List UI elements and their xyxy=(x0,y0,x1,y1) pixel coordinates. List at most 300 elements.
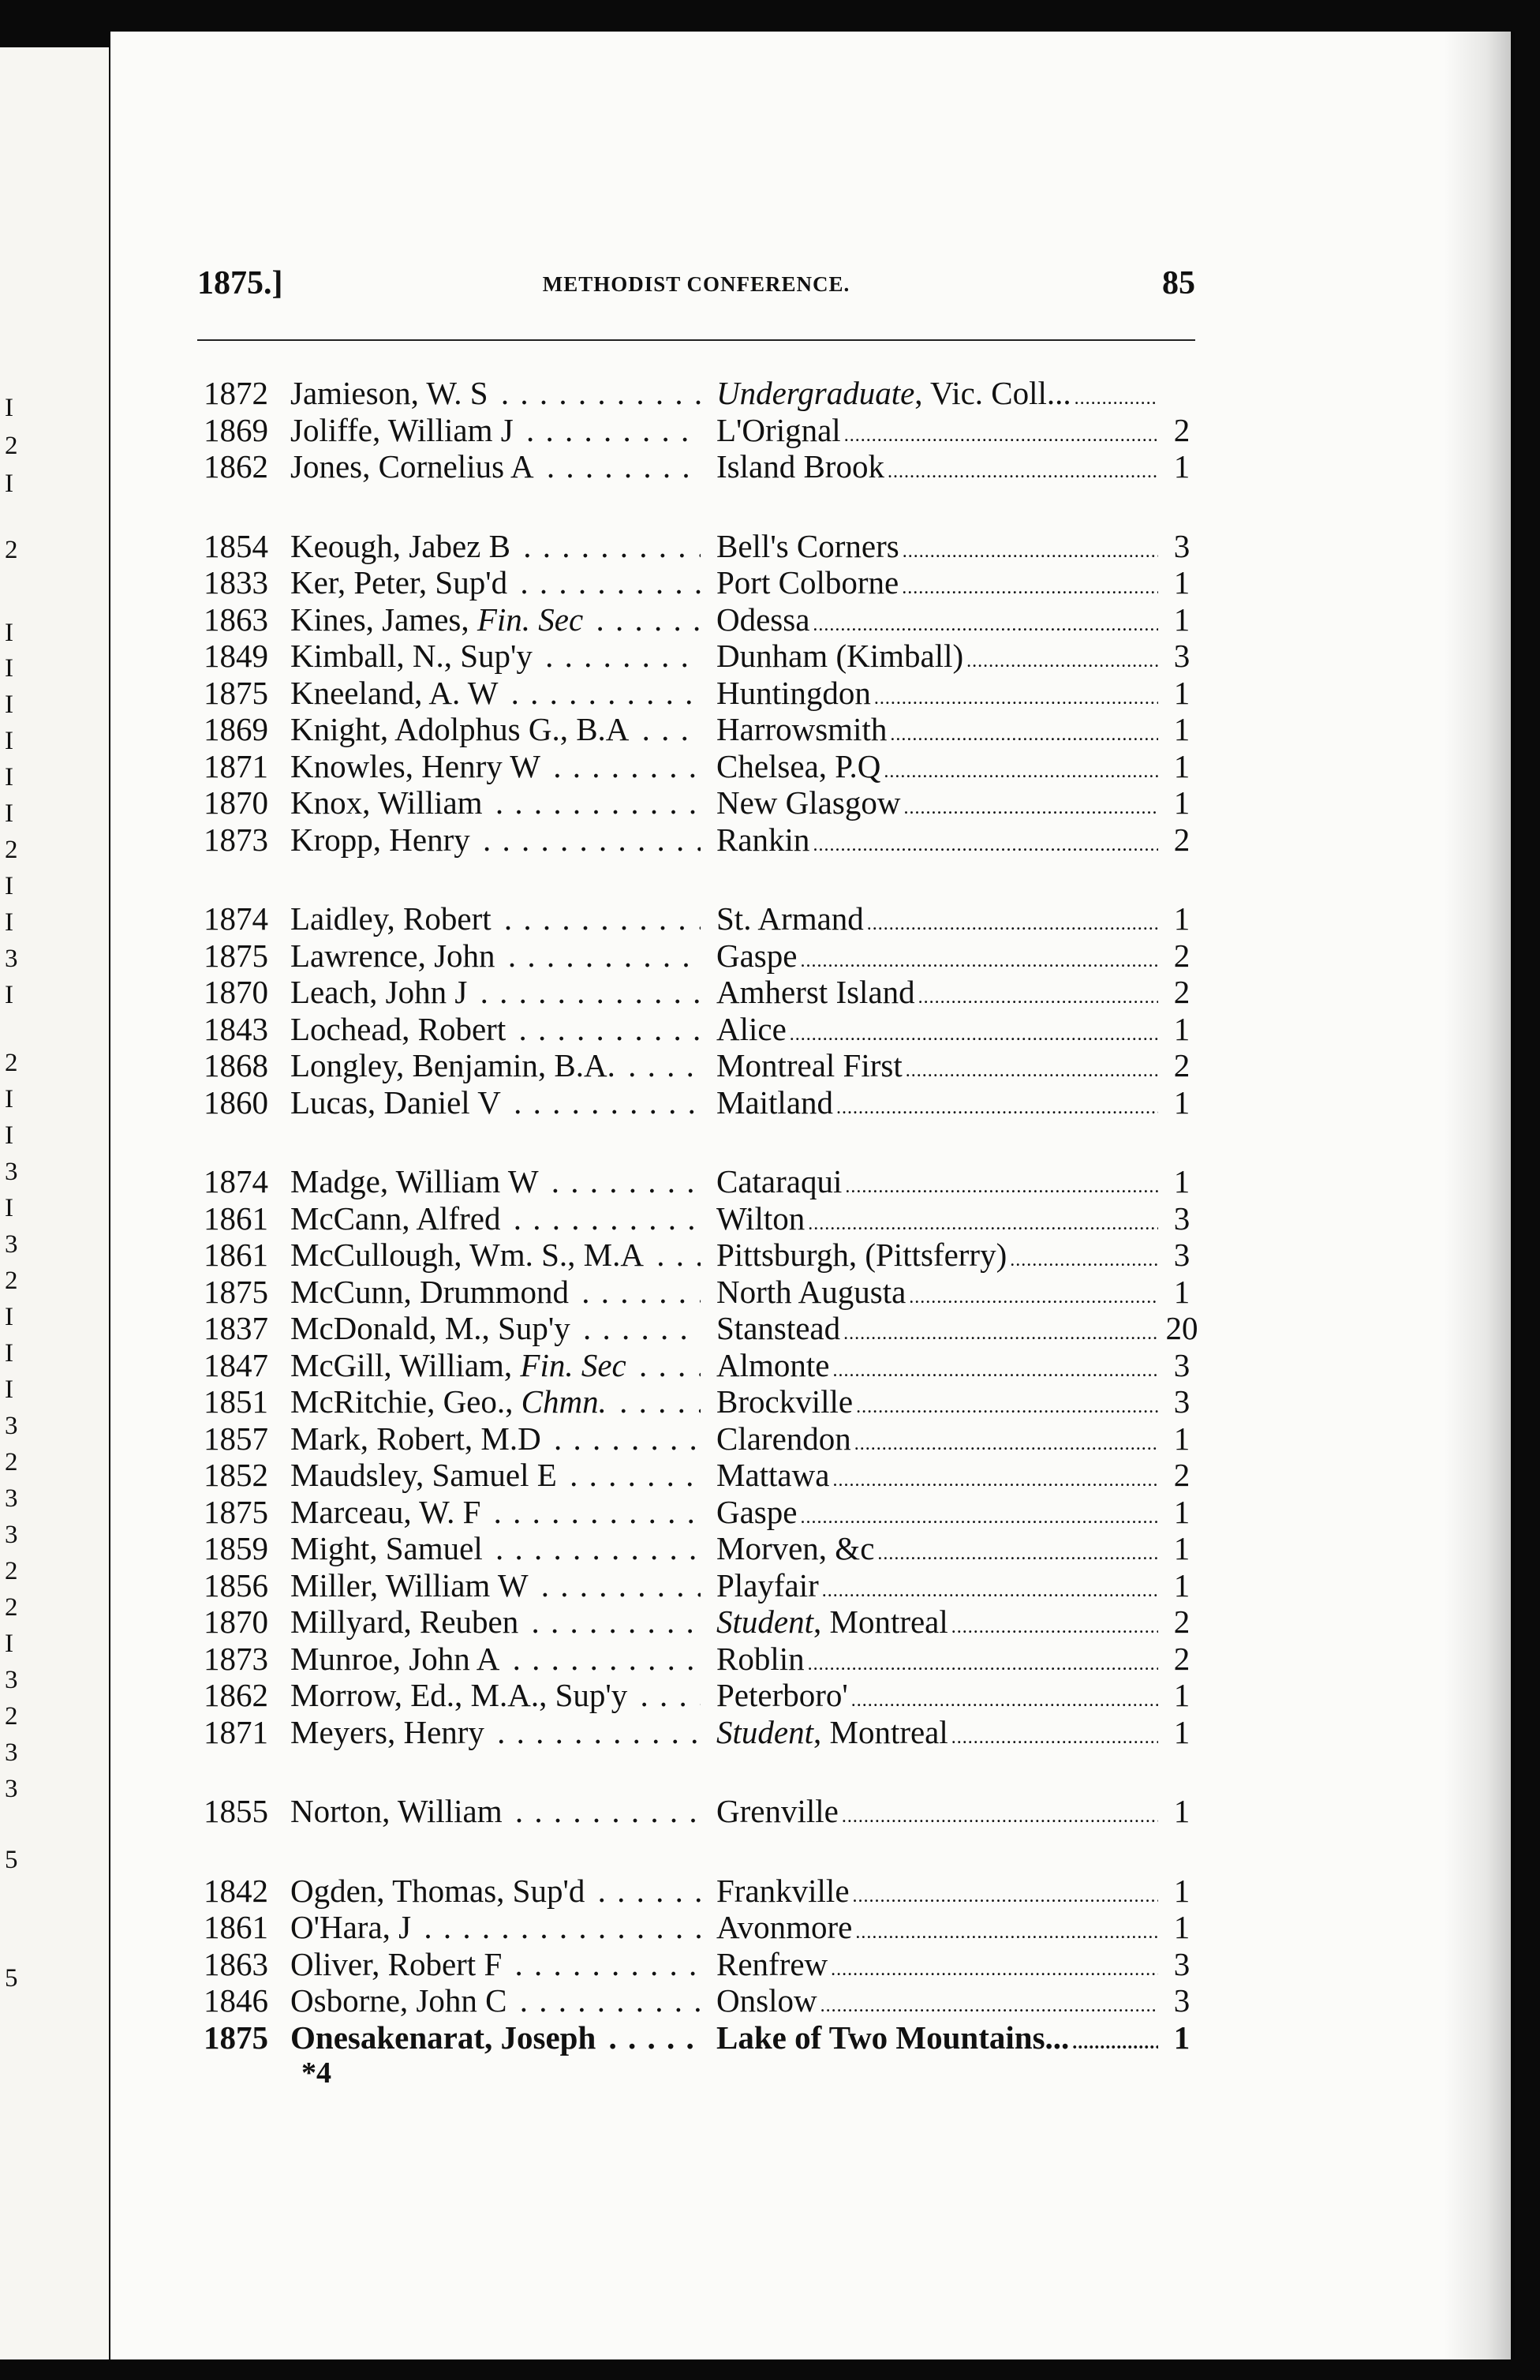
entry-name xyxy=(290,1347,701,1384)
entry-station xyxy=(716,528,1158,571)
adjacent-count: 2 xyxy=(5,1267,18,1295)
entry-station xyxy=(716,2019,1158,2062)
entry-count: 1 xyxy=(1173,1010,1191,1047)
running-head xyxy=(197,264,1195,312)
entry-station-text: Island Brook xyxy=(716,448,888,485)
header-rule xyxy=(197,339,1195,341)
entry-count: 1 xyxy=(1173,1493,1191,1530)
adjacent-count: I xyxy=(5,690,13,719)
entry-station-text: Renfrew xyxy=(716,1946,831,1982)
entry-station xyxy=(716,1011,1158,1053)
entry-year: 1874 xyxy=(204,900,268,937)
entry-station-text: Dunham (Kimball) xyxy=(716,638,966,674)
entry-year: 1851 xyxy=(204,1383,268,1420)
list-item xyxy=(204,900,1190,937)
list-item xyxy=(204,1310,1198,1347)
entry-station xyxy=(716,1946,1158,1989)
entry-count: 1 xyxy=(1173,674,1191,711)
entry-year: 1872 xyxy=(204,375,268,411)
adjacent-count: 3 xyxy=(5,1521,18,1549)
list-item xyxy=(204,1047,1190,1084)
entry-count: 1 xyxy=(1173,784,1191,821)
entry-station xyxy=(716,974,1158,1016)
adjacent-count: I xyxy=(5,1121,13,1150)
entry-station xyxy=(716,1982,1158,2025)
signature-mark: *4 xyxy=(301,2056,331,2090)
adjacent-count: I xyxy=(5,799,13,828)
entry-station xyxy=(716,412,1158,455)
entry-year: 1874 xyxy=(204,1163,268,1199)
entry-count: 1 xyxy=(1173,1677,1191,1713)
list-item xyxy=(204,1946,1190,1983)
entry-count: 1 xyxy=(1173,1909,1191,1945)
entry-name-text: Leach, John J xyxy=(290,974,470,1010)
list-item xyxy=(204,1793,1190,1830)
entry-count: 3 xyxy=(1173,1982,1191,2019)
entry-year: 1861 xyxy=(204,1199,268,1237)
adjacent-count: 2 xyxy=(5,432,18,460)
entry-year: 1868 xyxy=(204,1047,268,1083)
entry-station-text: Lake of Two Mountains... xyxy=(716,2019,1072,2056)
entry-name xyxy=(290,1310,701,1347)
list-item xyxy=(204,1274,1190,1311)
adjacent-count: 3 xyxy=(5,1738,18,1767)
entry-year: 1863 xyxy=(204,601,268,638)
entry-name-text: Kropp, Henry xyxy=(290,821,473,858)
entry-name-text: McRitchie, Geo., Chmn. xyxy=(290,1383,610,1420)
list-item xyxy=(204,937,1190,975)
list-item xyxy=(204,448,1190,485)
entry-station xyxy=(716,448,1158,491)
entry-name xyxy=(290,1982,701,2019)
entry-station xyxy=(716,1494,1158,1536)
entry-name xyxy=(290,448,701,485)
list-item xyxy=(204,1567,1190,1604)
entry-name-text: Joliffe, William J xyxy=(290,412,517,448)
entry-station xyxy=(716,821,1158,864)
entry-name-text: Knox, William xyxy=(290,784,486,821)
entry-name xyxy=(290,528,701,565)
entry-count: 1 xyxy=(1173,711,1191,747)
entry-count: 3 xyxy=(1173,1945,1191,1982)
entry-name xyxy=(290,638,701,675)
list-item xyxy=(204,1200,1190,1237)
entry-name xyxy=(290,375,701,412)
entry-count: 1 xyxy=(1173,1163,1191,1199)
list-item xyxy=(204,1163,1190,1200)
adjacent-count: I xyxy=(5,1085,13,1113)
entry-name-text: Knowles, Henry W xyxy=(290,748,544,784)
adjacent-count: I xyxy=(5,1194,13,1222)
entry-year: 1870 xyxy=(204,784,268,821)
entry-name xyxy=(290,601,701,638)
entry-name-text: Ker, Peter, Sup'd xyxy=(290,564,510,601)
entry-name xyxy=(290,1163,701,1200)
entry-name-text: Kimball, N., Sup'y xyxy=(290,638,536,674)
page-gutter-shadow xyxy=(1444,32,1515,2359)
adjacent-count: I xyxy=(5,1630,13,1658)
entry-year: 1843 xyxy=(204,1010,268,1047)
list-section xyxy=(204,528,1190,859)
adjacent-count: I xyxy=(5,1303,13,1331)
entry-count: 1 xyxy=(1173,747,1191,784)
entry-station xyxy=(716,601,1158,644)
entry-name xyxy=(290,1641,701,1678)
entry-count: 3 xyxy=(1173,1237,1191,1273)
entry-name xyxy=(290,675,701,712)
minister-list xyxy=(204,375,1198,2098)
entry-year: 1857 xyxy=(204,1420,268,1457)
entry-year: 1875 xyxy=(204,674,268,711)
entry-year: 1870 xyxy=(204,1604,268,1640)
entry-year: 1860 xyxy=(204,1083,268,1121)
list-item xyxy=(204,1641,1190,1678)
adjacent-count: 3 xyxy=(5,1484,18,1513)
entry-year: 1861 xyxy=(204,1909,268,1945)
entry-name xyxy=(290,821,701,859)
entry-name xyxy=(290,711,701,748)
entry-name xyxy=(290,1457,701,1494)
list-item xyxy=(204,1494,1190,1531)
entry-name-text: Onesakenarat, Joseph xyxy=(290,2019,599,2056)
entry-station-text: Gaspe xyxy=(716,937,800,974)
entry-station-text: Student, Montreal xyxy=(716,1604,951,1640)
entry-name xyxy=(290,1274,701,1311)
entry-name-text: Mark, Robert, M.D xyxy=(290,1420,544,1457)
entry-station-text: Clarendon xyxy=(716,1420,854,1457)
entry-year: 1875 xyxy=(204,937,268,974)
entry-station xyxy=(716,1310,1158,1353)
entry-name xyxy=(290,1383,701,1420)
entry-count: 1 xyxy=(1173,1793,1191,1829)
entry-count: 2 xyxy=(1173,821,1191,858)
entry-year: 1842 xyxy=(204,1872,268,1909)
page-number: 85 xyxy=(1162,265,1195,301)
list-item xyxy=(204,564,1190,601)
entry-name xyxy=(290,1084,701,1121)
entry-name xyxy=(290,2019,701,2056)
entry-station xyxy=(716,1383,1158,1426)
adjacent-count: 3 xyxy=(5,1412,18,1440)
entry-station-text: Gaspe xyxy=(716,1494,800,1530)
entry-station xyxy=(716,937,1158,980)
entry-count: 2 xyxy=(1173,411,1191,448)
entry-name xyxy=(290,1909,701,1946)
entry-year: 1847 xyxy=(204,1346,268,1383)
entry-name xyxy=(290,1530,701,1567)
entry-count: 2 xyxy=(1173,937,1191,974)
entry-station-text: L'Orignal xyxy=(716,412,844,448)
adjacent-count: 2 xyxy=(5,1049,18,1077)
entry-name xyxy=(290,1946,701,1983)
adjacent-count: I xyxy=(5,470,13,498)
entry-name-text: Keough, Jabez B xyxy=(290,528,514,564)
entry-name-text: Kines, James, Fin. Sec xyxy=(290,601,586,638)
entry-count: 3 xyxy=(1173,1199,1191,1237)
entry-name-text: Osborne, John C xyxy=(290,1982,510,2019)
adjacent-count: 2 xyxy=(5,836,18,864)
entry-station xyxy=(716,564,1158,607)
entry-name-text: Knight, Adolphus G., B.A xyxy=(290,711,632,747)
entry-name-text: Longley, Benjamin, B.A. xyxy=(290,1047,619,1083)
entry-name xyxy=(290,1604,701,1641)
entry-station-text: Amherst Island xyxy=(716,974,918,1010)
entry-name-text: Jones, Cornelius A xyxy=(290,448,537,485)
list-item xyxy=(204,1011,1190,1048)
entry-station-text: Grenville xyxy=(716,1793,842,1829)
entry-count: 20 xyxy=(1165,1310,1198,1346)
entry-count: 1 xyxy=(1173,900,1191,937)
entry-station xyxy=(716,1274,1158,1316)
entry-station xyxy=(716,748,1158,791)
list-item xyxy=(204,1714,1190,1751)
entry-station xyxy=(716,1163,1158,1206)
adjacent-count: 3 xyxy=(5,1230,18,1259)
entry-count: 2 xyxy=(1173,1457,1191,1493)
entry-station-text: Chelsea, P.Q xyxy=(716,748,884,784)
list-item xyxy=(204,1604,1190,1641)
entry-station xyxy=(716,1873,1158,1915)
entry-name-text: McDonald, M., Sup'y xyxy=(290,1310,574,1346)
entry-name-text: McCann, Alfred xyxy=(290,1200,503,1237)
list-item xyxy=(204,1982,1190,2019)
entry-name-text: Meyers, Henry xyxy=(290,1714,488,1750)
entry-name-text: Marceau, W. F xyxy=(290,1494,484,1530)
entry-name xyxy=(290,1011,701,1048)
entry-year: 1862 xyxy=(204,1677,268,1713)
entry-station xyxy=(716,1714,1158,1757)
entry-count: 1 xyxy=(1173,1530,1191,1566)
entry-year: 1837 xyxy=(204,1310,268,1346)
running-head-title: METHODIST CONFERENCE. xyxy=(542,272,850,296)
entry-station-text: Cataraqui xyxy=(716,1163,845,1199)
list-item xyxy=(204,375,1190,412)
entry-name xyxy=(290,974,701,1011)
entry-station-text: Harrowsmith xyxy=(716,711,890,747)
entry-year: 1873 xyxy=(204,1640,268,1677)
entry-station xyxy=(716,1641,1158,1683)
entry-station xyxy=(716,900,1158,943)
entry-name-text: Maudsley, Samuel E xyxy=(290,1457,560,1493)
list-item xyxy=(204,1420,1190,1458)
entry-station xyxy=(716,711,1158,754)
adjacent-count: 2 xyxy=(5,1702,18,1731)
entry-name xyxy=(290,1237,701,1274)
list-item xyxy=(204,1677,1190,1714)
entry-name xyxy=(290,1047,701,1084)
entry-name-text: Miller, William W xyxy=(290,1567,532,1604)
list-item xyxy=(204,601,1190,638)
adjacent-count: I xyxy=(5,908,13,937)
entry-name-text: Lawrence, John xyxy=(290,937,499,974)
entry-name xyxy=(290,1200,701,1237)
entry-count: 3 xyxy=(1173,527,1191,564)
entry-count: 1 xyxy=(1173,1273,1191,1310)
entry-year: 1873 xyxy=(204,821,268,858)
entry-count: 1 xyxy=(1173,564,1191,601)
entry-station-text: Playfair xyxy=(716,1567,822,1604)
list-item xyxy=(204,1084,1190,1121)
entry-count: 1 xyxy=(1173,1083,1191,1121)
entry-count: 1 xyxy=(1173,2019,1191,2056)
entry-name-text: Might, Samuel xyxy=(290,1530,486,1566)
adjacent-count: I xyxy=(5,763,13,791)
adjacent-count: I xyxy=(5,1339,13,1368)
entry-name xyxy=(290,564,701,601)
list-item xyxy=(204,748,1190,785)
entry-station-text: Peterboro' xyxy=(716,1677,851,1713)
entry-station xyxy=(716,1567,1158,1610)
entry-station-text: St. Armand xyxy=(716,900,867,937)
list-item xyxy=(204,1530,1190,1567)
entry-station xyxy=(716,1237,1158,1279)
entry-station xyxy=(716,1604,1158,1646)
entry-name xyxy=(290,900,701,937)
entry-name xyxy=(290,1567,701,1604)
entry-station xyxy=(716,1677,1158,1720)
entry-name xyxy=(290,1420,701,1458)
list-item xyxy=(204,711,1190,748)
entry-name-text: McGill, William, Fin. Sec xyxy=(290,1347,630,1383)
entry-name-text: Munroe, John A xyxy=(290,1641,503,1677)
entry-name xyxy=(290,1677,701,1714)
list-item xyxy=(204,821,1190,859)
entry-year: 1849 xyxy=(204,638,268,674)
entry-name xyxy=(290,1793,701,1830)
entry-station-text: Stanstead xyxy=(716,1310,843,1346)
entry-station xyxy=(716,1047,1158,1090)
entry-year: 1875 xyxy=(204,1493,268,1530)
entry-station xyxy=(716,1530,1158,1573)
list-section xyxy=(204,375,1190,485)
entry-station-text: North Augusta xyxy=(716,1274,909,1310)
list-item xyxy=(204,1383,1190,1420)
entry-name-text: McCullough, Wm. S., M.A xyxy=(290,1237,647,1273)
entry-year: 1833 xyxy=(204,564,268,601)
entry-station-text: Onslow xyxy=(716,1982,820,2019)
list-item xyxy=(204,1873,1190,1910)
entry-station-text: Rankin xyxy=(716,821,813,858)
entry-count: 2 xyxy=(1173,1640,1191,1677)
adjacent-count: 3 xyxy=(5,1775,18,1803)
list-item xyxy=(204,974,1190,1011)
adjacent-count: I xyxy=(5,981,13,1009)
entry-year: 1855 xyxy=(204,1793,268,1829)
entry-name-text: Ogden, Thomas, Sup'd xyxy=(290,1873,588,1909)
entry-year: 1875 xyxy=(204,2019,268,2056)
entry-station-text: Roblin xyxy=(716,1641,808,1677)
entry-year: 1859 xyxy=(204,1530,268,1566)
entry-station-text: Mattawa xyxy=(716,1457,832,1493)
entry-year: 1861 xyxy=(204,1237,268,1273)
entry-station-text: Montreal First xyxy=(716,1047,906,1083)
entry-count: 1 xyxy=(1173,1872,1191,1909)
entry-station-text: Alice xyxy=(716,1011,790,1047)
adjacent-count: I xyxy=(5,1375,13,1404)
entry-name-text: Lucas, Daniel V xyxy=(290,1084,504,1121)
entry-year: 1846 xyxy=(204,1982,268,2019)
adjacent-count: 2 xyxy=(5,1448,18,1476)
entry-station-text: Morven, &c xyxy=(716,1530,877,1566)
entry-station-text: Odessa xyxy=(716,601,813,638)
entry-station xyxy=(716,375,1158,417)
entry-count: 1 xyxy=(1173,1713,1191,1750)
list-item xyxy=(204,1347,1190,1384)
entry-station-text: Port Colborne xyxy=(716,564,902,601)
entry-year: 1870 xyxy=(204,974,268,1010)
entry-year: 1862 xyxy=(204,448,268,485)
entry-station-text: Brockville xyxy=(716,1383,856,1420)
adjacent-count: 5 xyxy=(5,1964,18,1993)
entry-station-text: Student, Montreal xyxy=(716,1714,951,1750)
adjacent-count: 3 xyxy=(5,1158,18,1186)
entry-name xyxy=(290,748,701,785)
entry-name-text: Kneeland, A. W xyxy=(290,675,501,711)
list-item xyxy=(204,675,1190,712)
entry-name-text: Morrow, Ed., M.A., Sup'y xyxy=(290,1677,630,1713)
entry-station-text: Wilton xyxy=(716,1200,808,1237)
entry-station xyxy=(716,1200,1158,1243)
entry-count: 2 xyxy=(1173,1047,1191,1083)
list-item xyxy=(204,784,1190,821)
entry-count: 1 xyxy=(1173,1566,1191,1604)
list-item xyxy=(204,1457,1190,1494)
entry-year: 1871 xyxy=(204,747,268,784)
list-item xyxy=(204,1237,1190,1274)
entry-name-text: McCunn, Drummond xyxy=(290,1274,572,1310)
entry-station-text: Avonmore xyxy=(716,1909,855,1945)
entry-station xyxy=(716,675,1158,717)
list-section xyxy=(204,1873,1190,2056)
adjacent-count: I xyxy=(5,654,13,683)
entry-station xyxy=(716,1793,1158,1836)
entry-name-text: Laidley, Robert xyxy=(290,900,495,937)
adjacent-count: I xyxy=(5,727,13,755)
entry-station xyxy=(716,1909,1158,1952)
entry-count: 3 xyxy=(1173,1383,1191,1420)
entry-year: 1869 xyxy=(204,711,268,747)
entry-station xyxy=(716,1347,1158,1390)
entry-year: 1869 xyxy=(204,411,268,448)
adjacent-count: 3 xyxy=(5,945,18,973)
entry-count: 3 xyxy=(1173,1346,1191,1383)
entry-name-text: O'Hara, J xyxy=(290,1909,414,1945)
adjacent-count: I xyxy=(5,619,13,647)
entry-station-text: Maitland xyxy=(716,1084,836,1121)
entry-name xyxy=(290,1494,701,1531)
entry-station-text: Undergraduate, Vic. Coll... xyxy=(716,375,1075,411)
list-section xyxy=(204,900,1190,1121)
entry-name-text: Millyard, Reuben xyxy=(290,1604,521,1640)
list-item xyxy=(204,528,1190,565)
running-head-year: 1875.] xyxy=(197,265,283,301)
entry-count: 1 xyxy=(1173,601,1191,638)
list-item xyxy=(204,1909,1190,1946)
entry-station xyxy=(716,784,1158,827)
entry-name-text: Oliver, Robert F xyxy=(290,1946,505,1982)
entry-station-text: Frankville xyxy=(716,1873,853,1909)
entry-name-text: Norton, William xyxy=(290,1793,506,1829)
entry-year: 1875 xyxy=(204,1273,268,1310)
entry-year: 1871 xyxy=(204,1713,268,1750)
entry-name xyxy=(290,412,701,449)
entry-year: 1852 xyxy=(204,1457,268,1493)
entry-name xyxy=(290,1714,701,1751)
entry-name-text: Madge, William W xyxy=(290,1163,542,1199)
entry-name xyxy=(290,784,701,821)
entry-year: 1856 xyxy=(204,1566,268,1604)
entry-name-text: Jamieson, W. S xyxy=(290,375,492,411)
